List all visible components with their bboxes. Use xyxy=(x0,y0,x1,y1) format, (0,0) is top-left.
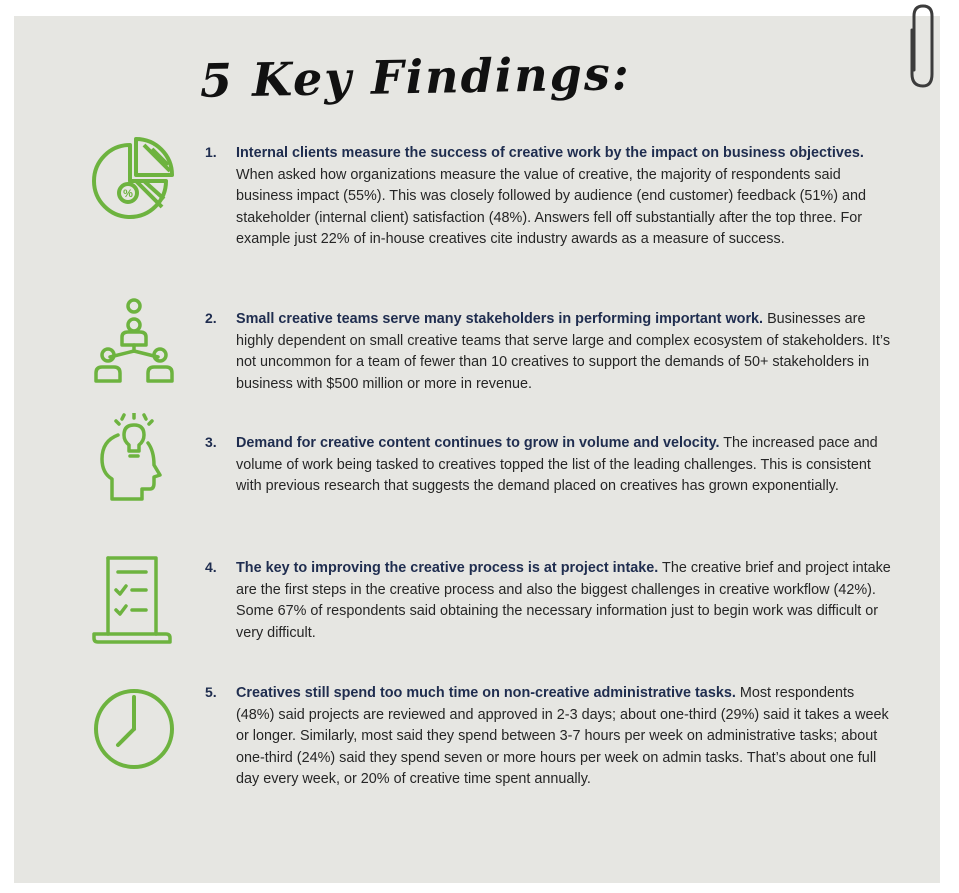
finding-number: 3. xyxy=(205,434,217,450)
paperclip-icon xyxy=(900,0,946,92)
finding-headline: Creatives still spend too much time on non-creative administrative tasks. xyxy=(236,685,736,701)
finding-headline: Internal clients measure the success of creative work by the impact on business objectives. xyxy=(236,145,864,161)
finding-body: Businesses are highly dependent on small creative teams that serve large and complex ecosystem of stakeholders. It’s not uncommon for a team of fewer than 10 creatives to support the demands of 50+ stakeholders in business with $500 million or more in revenue. xyxy=(236,311,891,392)
finding-body: The increased pace and volume of work being tasked to creatives topped the list of the leading challenges. This is consistent with previous research that suggests the demand placed on creatives has grown exponentially. xyxy=(236,435,878,494)
finding-text xyxy=(236,433,894,498)
finding-headline: The key to improving the creative process is at project intake. xyxy=(236,560,659,576)
page-title: 5 Key Findings: xyxy=(199,46,632,108)
finding-body: The creative brief and project intake are the first steps in the creative process and also the biggest challenges in creative workflow (42%). Some 67% of respondents said obtaining the necessary information just to begin work was difficult or very difficult. xyxy=(236,560,891,641)
finding-text xyxy=(236,683,894,791)
finding-number: 2. xyxy=(205,310,217,326)
finding-number: 1. xyxy=(205,144,217,160)
head-lightbulb-icon xyxy=(88,413,180,505)
checklist-document-icon xyxy=(88,556,180,648)
finding-number: 5. xyxy=(205,684,217,700)
finding-headline: Demand for creative content continues to grow in volume and velocity. xyxy=(236,435,720,451)
finding-text xyxy=(236,143,894,251)
finding-body: When asked how organizations measure the value of creative, the majority of respondents said business impact (55%). This was closely followed by audience (end customer) feedback (51%) and stakeholder (internal client) satisfaction (48%). Answers fell off substantially after the top three. For example just 22% of in-house creatives cite industry awards as a measure of success. xyxy=(236,166,867,247)
finding-headline: Small creative teams serve many stakeholders in performing important work. xyxy=(236,311,764,327)
finding-text xyxy=(236,558,894,644)
svg-text:%: % xyxy=(123,188,133,200)
pie-chart-percent-icon xyxy=(88,135,180,227)
finding-number: 4. xyxy=(205,559,217,575)
finding-text xyxy=(236,309,894,395)
clock-icon xyxy=(88,683,180,775)
finding-body: Most respondents (48%) said projects are reviewed and approved in 2-3 days; about one-third (29%) said it takes a week or longer. Similarly, most said they spend between 3-7 hours per week on administrative tasks; about one-third (24%) said they spend seven or more hours per week on admin tasks. That’s about one full day every week, or 20% of creative time spent annually. xyxy=(236,685,889,787)
team-hierarchy-icon xyxy=(88,297,180,389)
